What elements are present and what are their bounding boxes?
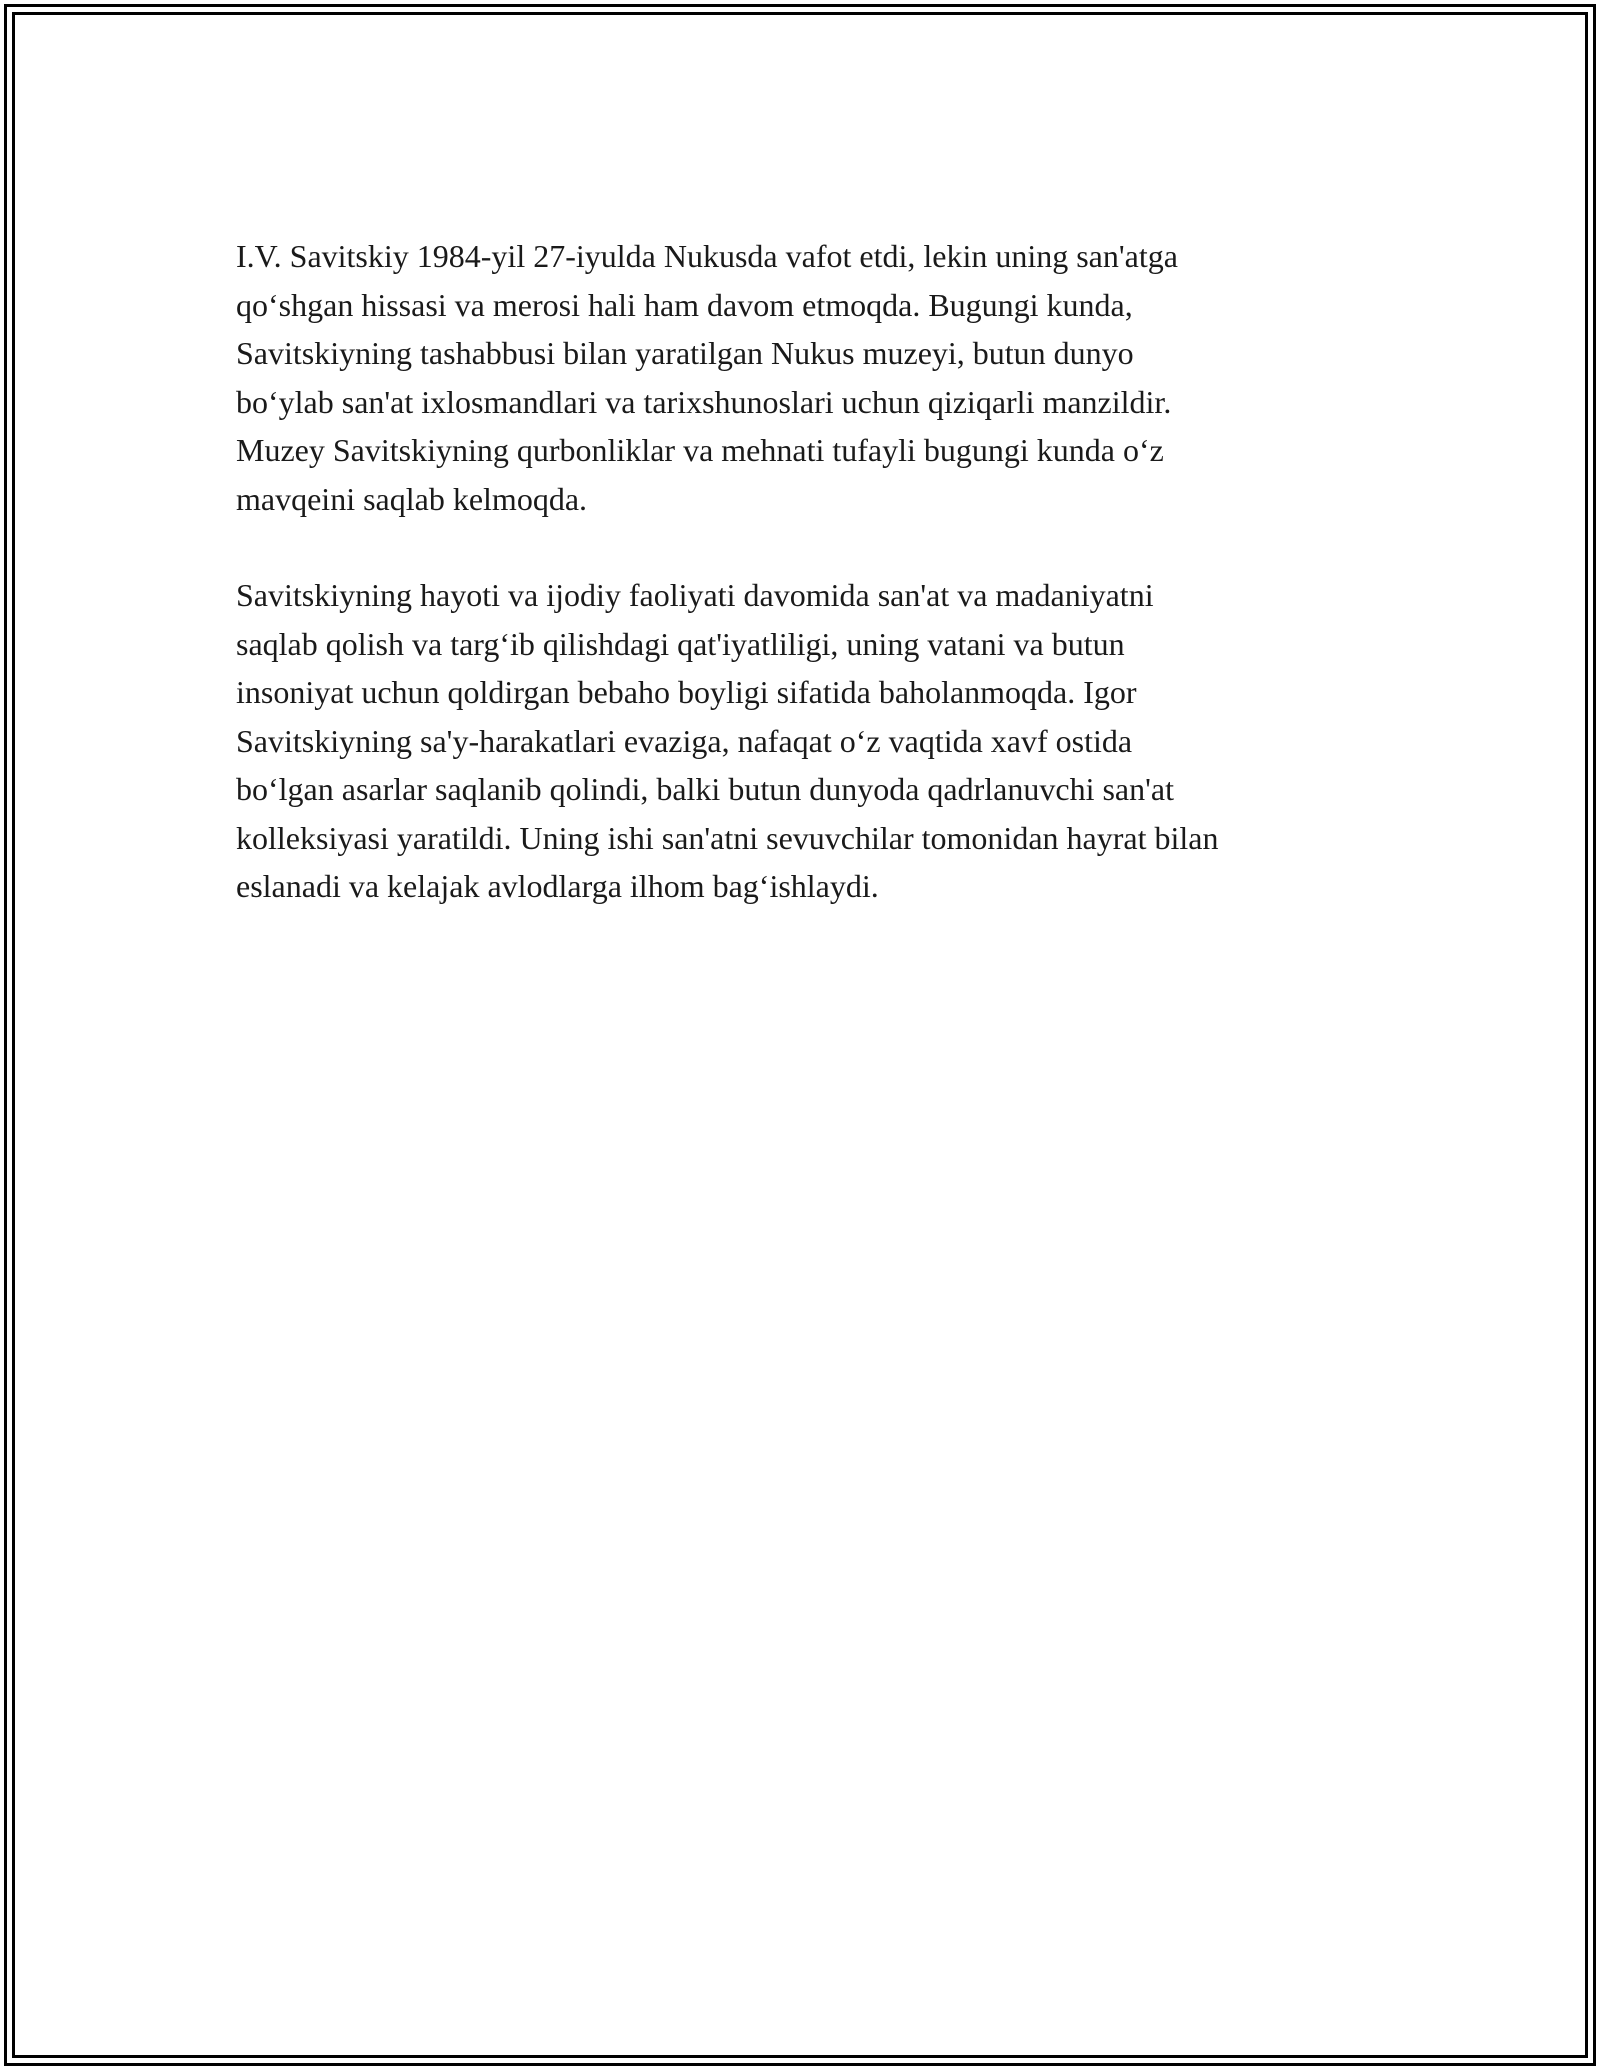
document-body xyxy=(236,232,1366,959)
paragraph-2: Savitskiyning hayoti va ijodiy faoliyati davomida san'at va madaniyatni saqlab qolish va targ‘ib qilishdagi qat'iyatliligi, uning vatani va butun insoniyat uchun qoldirgan bebaho boyligi sifatida baholanmoqda. Igor Savitskiyning sa'y-harakatlari evaziga, nafaqat o‘z vaqtida xavf ostida bo‘lgan asarlar saqlanib qolindi, balki butun dunyoda qadrlanuvchi san'at kolleksiyasi yaratildi. Uning ishi san'atni sevuvchilar tomonidan hayrat bilan eslanadi va kelajak avlodlarga ilhom bag‘ishlaydi. xyxy=(236,577,1219,904)
paragraph-1: I.V. Savitskiy 1984-yil 27-iyulda Nukusda vafot etdi, lekin uning san'atga qo‘shgan hissasi va merosi hali ham davom etmoqda. Bugungi kunda, Savitskiyning tashabbusi bilan yaratilgan Nukus muzeyi, butun dunyo bo‘ylab san'at ixlosmandlari va tarixshunoslari uchun qiziqarli manzildir. Muzey Savitskiyning qurbonliklar va mehnati tufayli bugungi kunda o‘z mavqeini saqlab kelmoqda. xyxy=(236,238,1178,517)
